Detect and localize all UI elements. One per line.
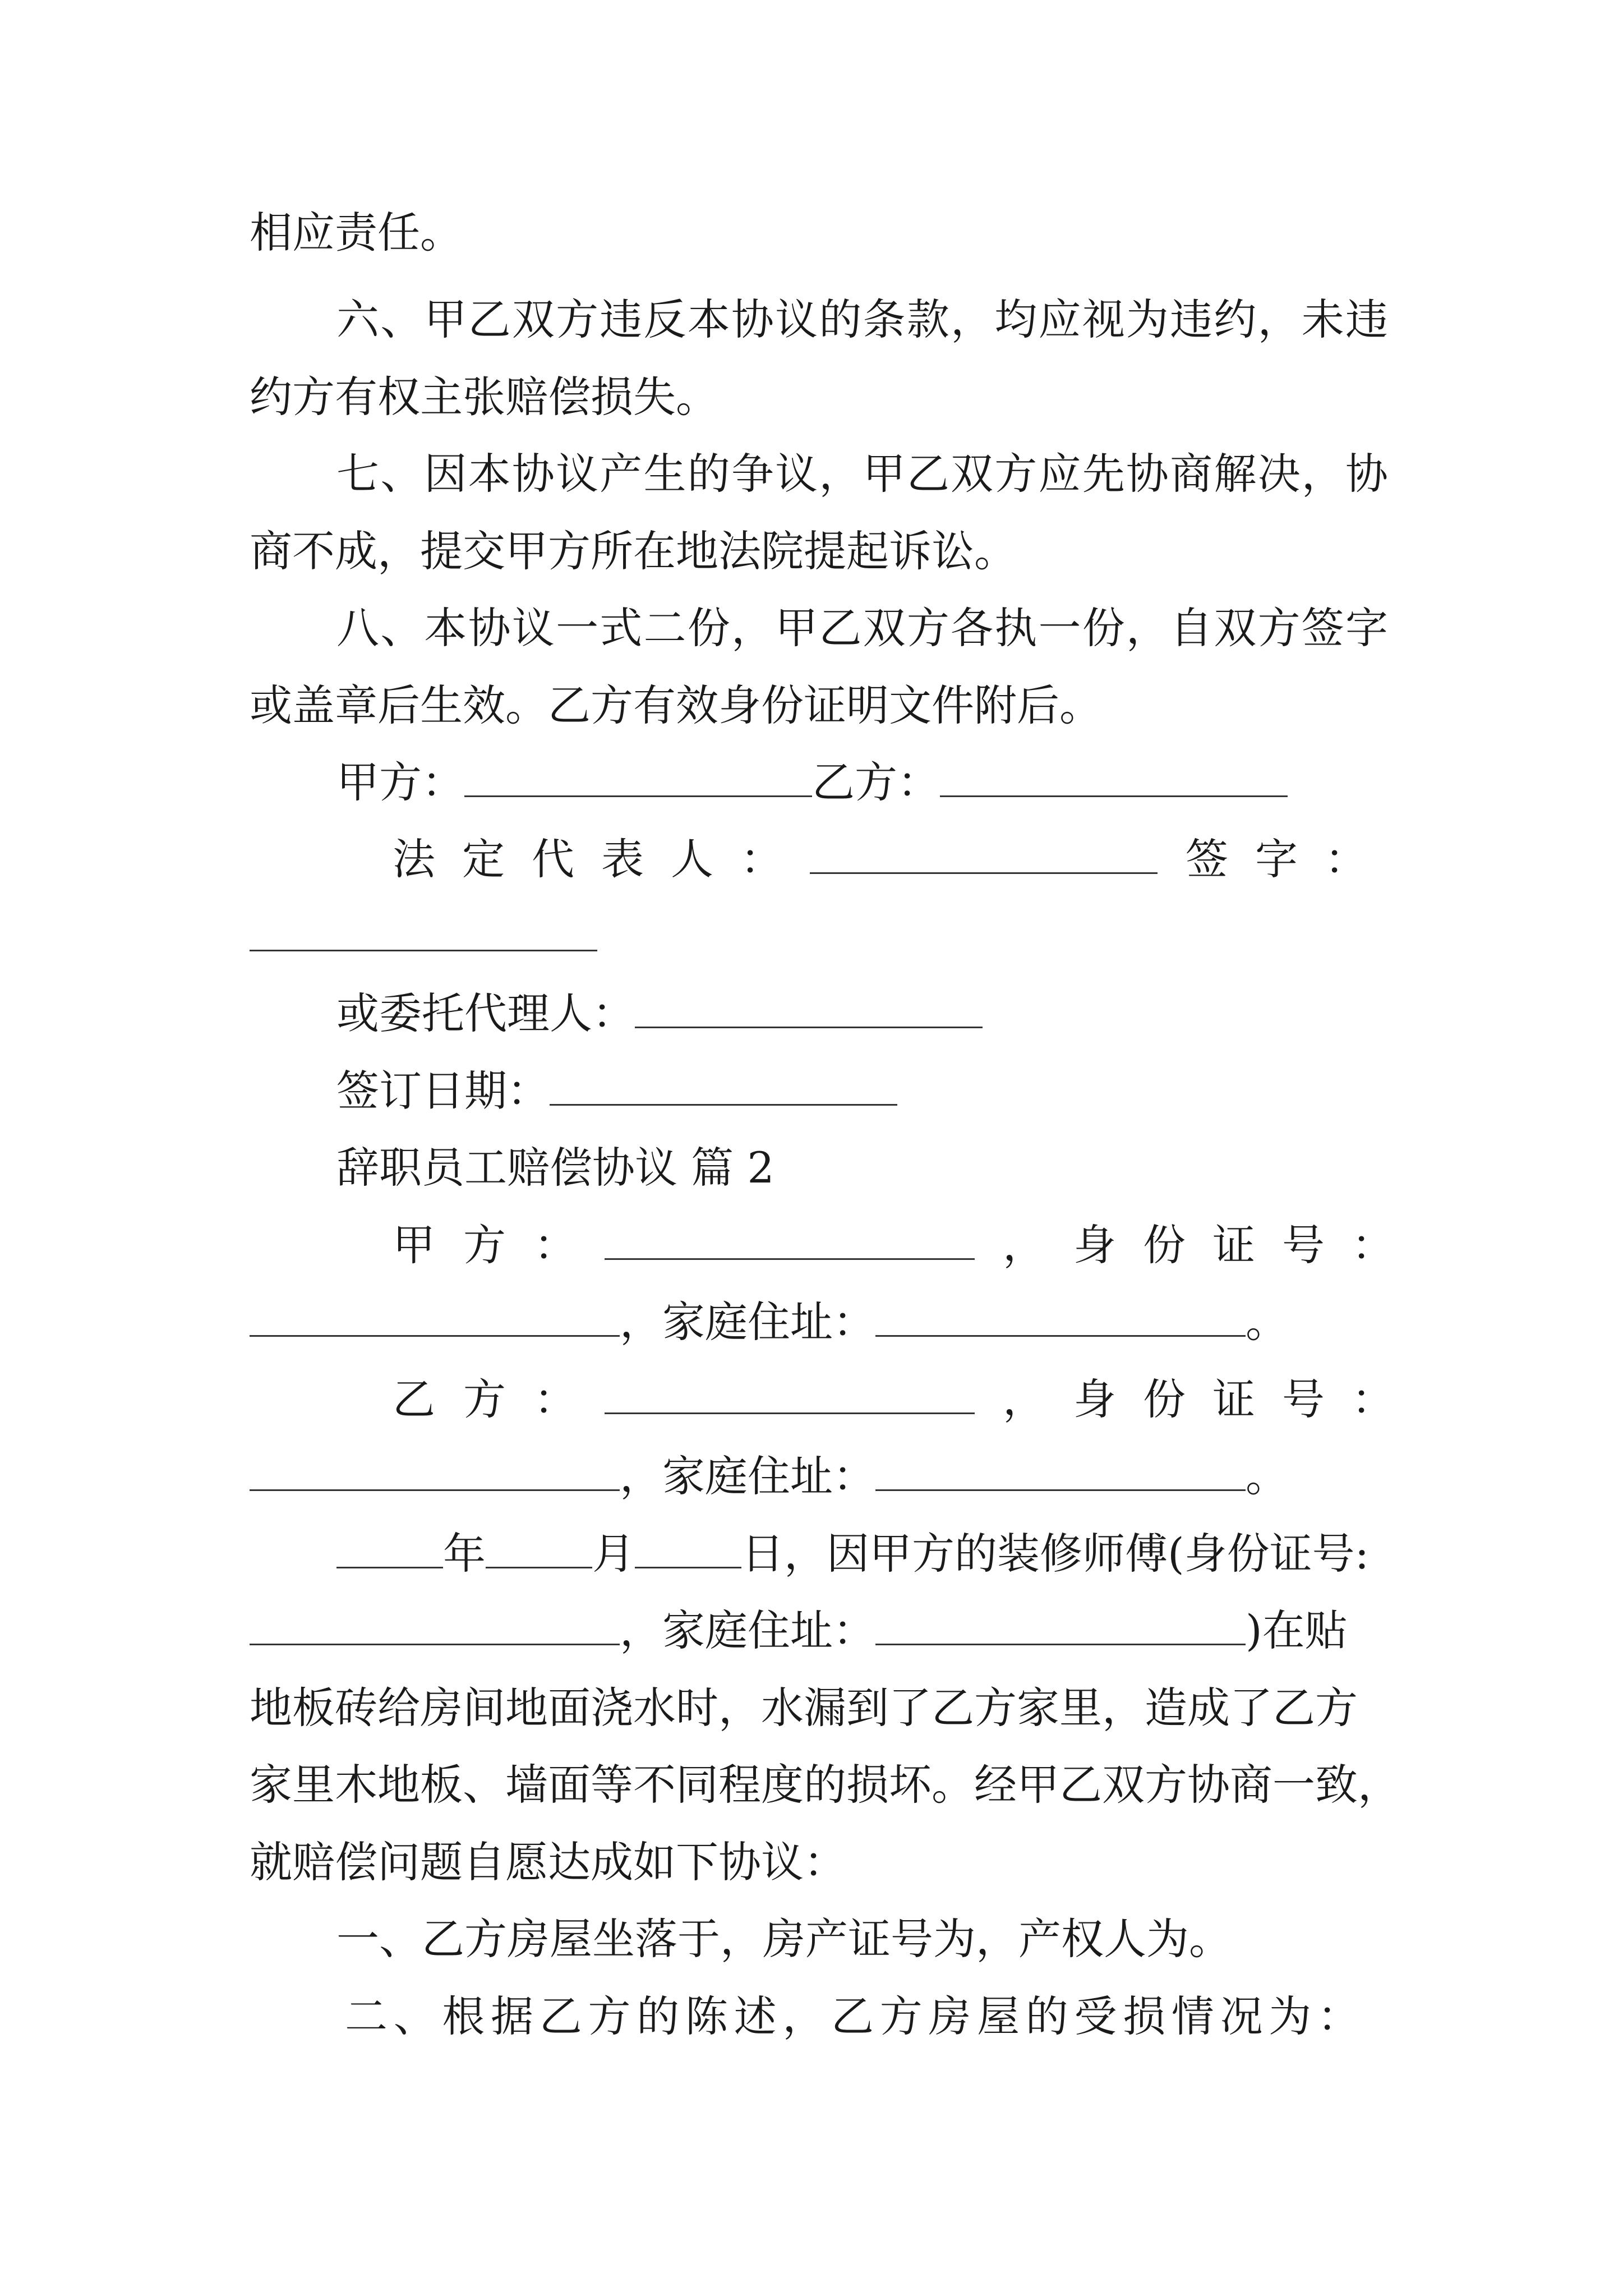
party-b-info-line bbox=[393, 1372, 1421, 1428]
clause-six bbox=[336, 292, 1388, 348]
period: 。 bbox=[1246, 1297, 1288, 1347]
address-label: ，家庭住址： bbox=[620, 1451, 875, 1501]
section-title bbox=[336, 1140, 1388, 1196]
party-b-address-blank[interactable] bbox=[875, 1450, 1246, 1491]
party-a-id-blank[interactable] bbox=[250, 1296, 620, 1337]
text: 就赔偿问题自愿达成如下协议： bbox=[250, 1837, 846, 1887]
party-a-label: 甲方： bbox=[393, 1220, 605, 1270]
party-b-blank[interactable] bbox=[940, 756, 1288, 797]
clause-one bbox=[336, 1911, 1388, 1967]
worker-address-blank[interactable] bbox=[875, 1604, 1246, 1645]
period: 。 bbox=[1246, 1451, 1288, 1501]
address-label: ，家庭住址： bbox=[620, 1297, 875, 1347]
comma: ， bbox=[1003, 1374, 1045, 1424]
paragraph-line bbox=[250, 369, 1388, 425]
party-signature-line bbox=[336, 754, 1388, 811]
party-a-address-blank[interactable] bbox=[875, 1296, 1246, 1337]
party-b-label: 乙方： bbox=[393, 1374, 605, 1424]
party-a-blank[interactable] bbox=[464, 756, 812, 797]
legal-representative-label: 法定代表人： bbox=[393, 834, 810, 884]
agent-label: 或委托代理人： bbox=[336, 988, 635, 1038]
signature-blank-line bbox=[250, 909, 1388, 965]
party-b-label: 乙方： bbox=[812, 757, 940, 807]
party-a-label: 甲方： bbox=[336, 757, 464, 807]
text: 辞职员工赔偿协议 篇 2 bbox=[336, 1143, 774, 1193]
clause-eight bbox=[336, 600, 1388, 656]
clause-two bbox=[345, 1989, 1360, 2045]
paragraph-line bbox=[250, 1680, 1388, 1736]
text: 八、本协议一式二份，甲乙双方各执一份，自双方签字 bbox=[336, 603, 1388, 653]
paragraph-line bbox=[250, 1757, 1400, 1813]
sign-date-blank[interactable] bbox=[550, 1065, 897, 1106]
legal-representative-line bbox=[393, 831, 1394, 887]
paragraph-line bbox=[250, 678, 1388, 734]
day-blank[interactable] bbox=[635, 1527, 741, 1568]
address-label: ，家庭住址： bbox=[620, 1605, 875, 1655]
signature-blank[interactable] bbox=[250, 910, 597, 951]
text: 相应责任。 bbox=[250, 208, 463, 257]
signature-label: 签字： bbox=[1186, 834, 1394, 884]
id-number-label: 身份证号： bbox=[1073, 1220, 1421, 1270]
agent-blank[interactable] bbox=[635, 987, 983, 1028]
party-a-name-blank[interactable] bbox=[605, 1219, 975, 1260]
paragraph-line bbox=[250, 1834, 1388, 1890]
sign-date-line bbox=[336, 1063, 1388, 1119]
legal-representative-blank[interactable] bbox=[810, 833, 1158, 874]
text: 二、根据乙方的陈述，乙方房屋的受损情况为： bbox=[345, 1991, 1360, 2041]
text: 六、甲乙双方违反本协议的条款，均应视为违约，未违 bbox=[336, 295, 1388, 344]
text: 约方有权主张赔偿损失。 bbox=[250, 372, 718, 422]
paragraph-line bbox=[250, 523, 1388, 579]
party-b-id-blank[interactable] bbox=[250, 1450, 620, 1491]
text: 家里木地板、墙面等不同程度的损坏。经甲乙双方协商一致， bbox=[250, 1760, 1400, 1810]
month-label: 月 bbox=[592, 1529, 635, 1579]
worker-address-line bbox=[250, 1603, 1388, 1659]
text: 地板砖给房间地面浇水时，水漏到了乙方家里，造成了乙方 bbox=[250, 1683, 1358, 1733]
text: )在贴 bbox=[1246, 1605, 1348, 1655]
clause-seven bbox=[336, 446, 1388, 502]
worker-id-blank[interactable] bbox=[250, 1604, 620, 1645]
year-blank[interactable] bbox=[336, 1527, 443, 1568]
text: 日，因甲方的装修师傅(身份证号: bbox=[741, 1529, 1370, 1579]
paragraph-line bbox=[250, 205, 1388, 261]
text: 七、因本协议产生的争议，甲乙双方应先协商解决，协 bbox=[336, 449, 1388, 499]
text: 或盖章后生效。乙方有效身份证明文件附后。 bbox=[250, 680, 1102, 730]
id-number-label: 身份证号： bbox=[1073, 1374, 1421, 1424]
sign-date-label: 签订日期： bbox=[336, 1066, 550, 1116]
year-label: 年 bbox=[443, 1529, 486, 1579]
month-blank[interactable] bbox=[486, 1527, 592, 1568]
party-a-address-line bbox=[250, 1294, 1388, 1350]
party-b-address-line bbox=[250, 1448, 1388, 1504]
incident-date-line bbox=[336, 1526, 1388, 1582]
text: 一、乙方房屋坐落于，房产证号为，产权人为。 bbox=[336, 1914, 1232, 1964]
comma: ， bbox=[1003, 1220, 1045, 1270]
agent-line bbox=[336, 986, 1388, 1042]
party-b-name-blank[interactable] bbox=[605, 1373, 975, 1414]
text: 商不成，提交甲方所在地法院提起诉讼。 bbox=[250, 526, 1017, 576]
party-a-info-line bbox=[393, 1217, 1421, 1273]
